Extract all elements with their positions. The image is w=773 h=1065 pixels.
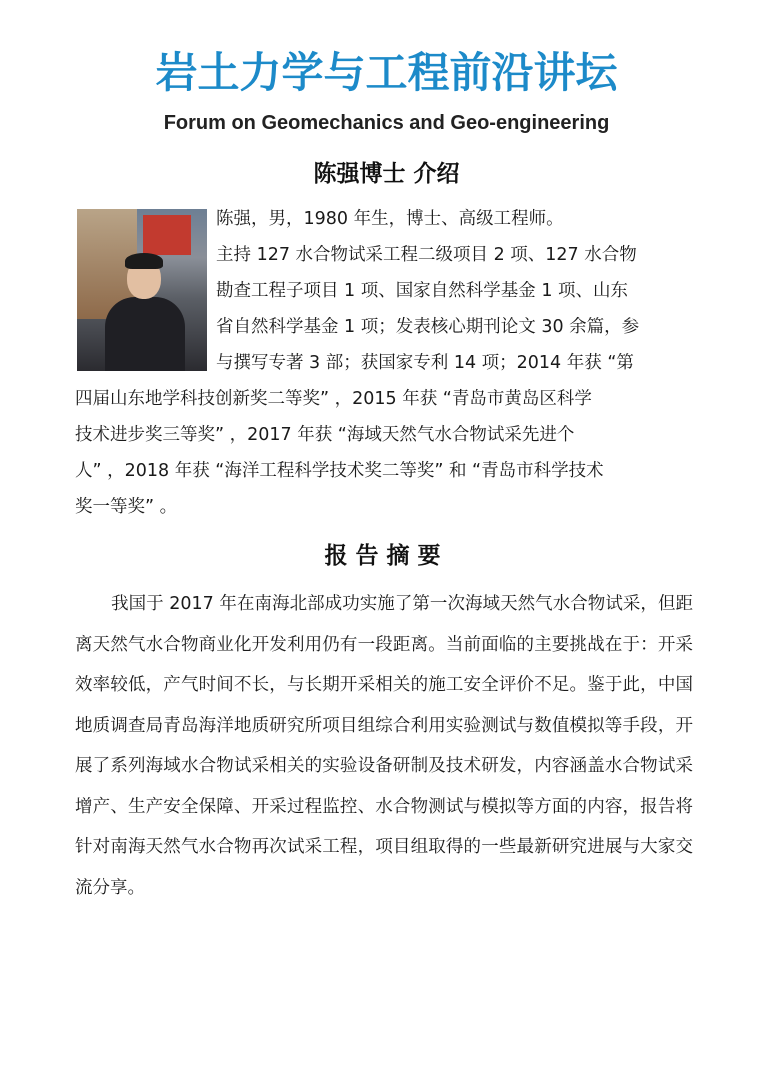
intro-line: 奖一等奖” 。 bbox=[75, 497, 178, 517]
intro-line: 勘查工程子项目 1 项、国家自然科学基金 1 项、山东 bbox=[216, 281, 629, 301]
photo-person-hair bbox=[125, 253, 163, 269]
intro-line: 省自然科学基金 1 项；发表核心期刊论文 30 余篇，参 bbox=[216, 317, 640, 337]
intro-line: 四届山东地学科技创新奖二等奖” ，2015 年获 “青岛市黄岛区科学 bbox=[75, 389, 592, 409]
abstract-heading: 报告摘要 bbox=[324, 543, 449, 569]
intro-heading: 陈强博士 介绍 bbox=[313, 161, 460, 187]
speaker-photo bbox=[77, 209, 207, 371]
photo-person-body bbox=[105, 297, 185, 371]
intro-line: 人” ，2018 年获 “海洋工程科学技术奖二等奖” 和 “青岛市科学技术 bbox=[75, 461, 604, 481]
intro-line: 与撰写专著 3 部；获国家专利 14 项；2014 年获 “第 bbox=[216, 353, 634, 373]
forum-subtitle: Forum on Geomechanics and Geo-engineering bbox=[163, 112, 610, 134]
intro-line: 陈强，男，1980 年生，博士、高级工程师。 bbox=[216, 209, 564, 229]
abstract-paragraph: 我国于 2017 年在南海北部成功实施了第一次海域天然气水合物试采，但距离天然气水合物商业化开发利用仍有一段距离。当前面临的主要挑战在于：开采效率较低，产气时间不长，与长期开采相关的施工安全评价不足。鉴于此，中国地质调查局青岛海洋地质研究所项目组综合利用实验测试与数值模拟等手段，开展了系列海域水合物试采相关的实验设备研制及技术研发，内容涵盖水合物试采增产、生产安全保障、开采过程监控、水合物测试与模拟等方面的内容，报告将针对南海天然气水合物再次试采工程，项目组取得的一些最新研究进展与大家交流分享。 bbox=[75, 594, 693, 898]
intro-line: 主持 127 水合物试采工程二级项目 2 项、127 水合物 bbox=[216, 245, 637, 265]
abstract-text bbox=[75, 584, 693, 908]
forum-title: 岩土力学与工程前沿讲坛 bbox=[155, 48, 618, 97]
intro-line: 技术进步奖三等奖” ，2017 年获 “海域天然气水合物试采先进个 bbox=[75, 425, 575, 445]
photo-background-sign bbox=[143, 215, 191, 255]
